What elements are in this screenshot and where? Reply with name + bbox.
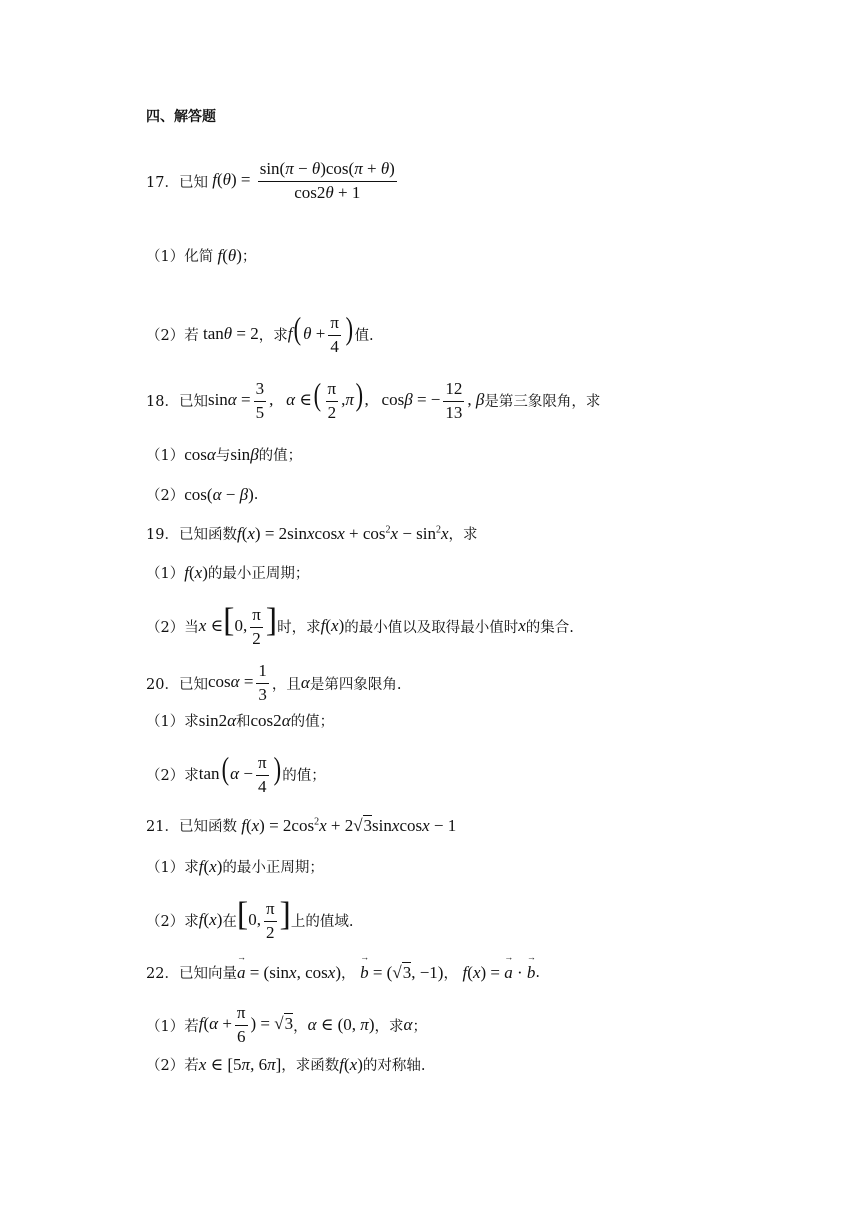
q20-part1: （1）求 sin2α 和 cos2α 的值； <box>146 710 335 730</box>
section-title: 四、解答题 <box>146 109 216 125</box>
q18-part2: （2） cos(α − β) . <box>146 484 259 504</box>
q22-part2: （2）若 x ∈ [5π, 6π] ，求函数 f(x) 的对称轴. <box>146 1054 426 1074</box>
q20-part2: （2）求 tan(α − $\frac{\pi}{4}$ ) 的值； <box>146 750 326 796</box>
q19-part2: （2）当 x ∈[0, $\frac{\pi}{2}$ ] 时，求 f(x) 的最小值以及取得最小值时 x 的集合. <box>146 602 574 648</box>
question-21: 21． 已知函数 $f(x) = 2\cos^2x$ + 2√3sinxcosx − 1 <box>146 815 457 835</box>
question-17 <box>146 160 400 202</box>
question-22: 22． 已知向量 → a = (sinx, cosx) ， → b = (√3, −1) ， f(x) = → a · → b . <box>146 962 540 983</box>
q17-part1: （1）化简 f(θ) ； <box>146 245 257 265</box>
q17-formula: f(θ) = $\frac{\sin(\pi - \theta)\cos(\pi + \theta)}{\cos 2\theta + 1}$ <box>212 159 395 202</box>
q19-part1: （1） f(x) 的最小正周期； <box>146 562 310 582</box>
question-19: 19． 已知函数 f(x) = 2sinxcosx + $\cos^2x - \sin^2x$ ，求 <box>146 523 478 543</box>
q17-lead: 已知 <box>178 174 208 191</box>
q18-part1: （1） cosα 与 sinβ 的值； <box>146 444 303 464</box>
q17-number: 17． <box>146 174 179 191</box>
q21-part2: （2）求 f(x) 在 [0, $\frac{\pi}{2}$ ] 上的值域. <box>146 896 354 942</box>
q22-part1: （1）若 f(α + $\frac{\pi}{6}$ ) = √3 ， α ∈ (0, π) ，求 α ； <box>146 1003 427 1046</box>
question-18: 18． 已知 sinα = $\frac{3}{5}$ , α ∈( $\frac{\pi}{2}$ ,π), cosβ = − $\frac{12}{13}$ , β 是第三象限角，求 <box>146 376 601 422</box>
q21-part1: （1）求 f(x) 的最小正周期； <box>146 856 324 876</box>
question-20: 20． 已知 cosα = $\frac{1}{3}$ ，且 α 是第四象限角. <box>146 661 402 704</box>
q17-part2: （2）若 tanθ = 2 ，求 f(θ + $\frac{\pi}{4}$ ) 值. <box>146 310 374 356</box>
